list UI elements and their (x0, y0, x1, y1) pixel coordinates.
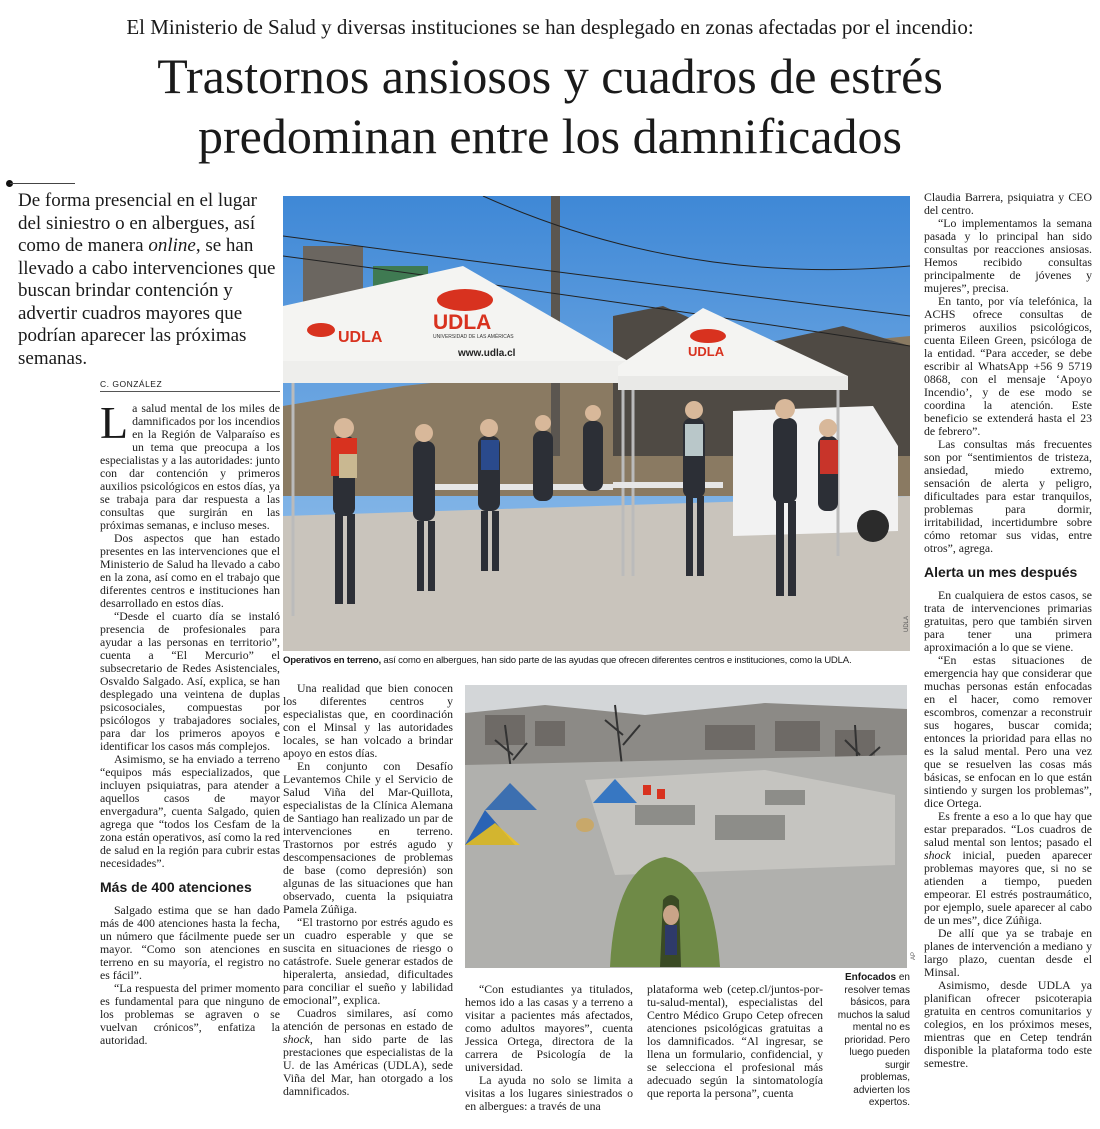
col5-paragraph-3: Las consultas más frecuentes son por “sentimientos de tristeza, ansiedad, miedo extremo, sensación de alerta y peligro, dificultades para estar tranquilos, problemas para dormir, irritabilidad, incertidumbre sobre cómo retomar sus vidas, entre otros”, agrega. (924, 437, 1092, 555)
col4-paragraph-1: plataforma web (cetep.cl/juntos-por-tu-salud-mental), especialistas del Centro Médico Grupo Cetep ofrecen atenciones psicológicas gratuitas a los damnificados. “Al ingresar, se llena un formulario, confidencial, y se selecciona el profesional más adecuado según la sintomatología que reporta la persona”, cuenta (647, 982, 823, 1100)
column-2 (283, 682, 453, 1098)
col5-paragraph-1: “Lo implementamos la semana pasada y lo principal han sido consultas por reacciones ansiosas. Hemos recibido consultas principalmente de jóvenes y mujeres”, precisa. (924, 216, 1092, 295)
col1-paragraph-5: Salgado estima que se han dado más de 400 atenciones hasta la fecha, un número que fácilmente puede ser mayor. “Como son atenciones en terreno en su mayoría, el registro no es fácil”. (100, 903, 280, 982)
photo2-credit: AP (911, 951, 917, 960)
headline-line-1: Trastornos ansiosos y cuadros de estrés (157, 48, 943, 104)
column-3 (465, 983, 633, 1113)
kicker: El Ministerio de Salud y diversas instituciones se han desplegado en zonas afectadas por el incendio: (126, 15, 974, 39)
col1-paragraph-1: La salud mental de los miles de damnificados por los incendios en la Región de Valparaíso es un tema que preocupa a los especialistas y a las autoridades: junto con dar contención y primeros auxilios psicológicos en estos días, ya se trabaja para dar respuesta a las consultas que surgirán en las próximas semanas, e incluso meses. (100, 397, 280, 532)
col5-paragraph-2: En tanto, por vía telefónica, la ACHS ofrece consultas de primeros auxilios psicológicos, cuenta Eileen Green, psicóloga de la entidad. “Para acceder, se debe escribir al WhatsApp +56 9 5719 0868, con el mensaje ‘Apoyo Incendio’, y de ese modo se coordina la atención. Este beneficio se extenderá hasta el 23 de febrero”. (924, 294, 1092, 438)
column-1 (100, 397, 280, 1047)
col2-paragraph-1: Una realidad que bien conocen los diferentes centros y especialistas que, en coordinación con el Minsal y las autoridades locales, se han volcado a brindar apoyo en estos días. (283, 681, 453, 760)
photo1-caption: Operativos en terreno, así como en albergues, han sido parte de las ayudas que ofrecen diferentes centros e instituciones, como la UDLA. (283, 655, 852, 666)
col5-paragraph-5: “En estas situaciones de emergencia hay que considerar que muchas personas están enfocadas en el hacer, como remover escombros, comenzar a reconstruir sus hogares, buscar comida; entonces la prioridad para ellas no es la salud mental. Pero una vez que se resuelven las cosas más básicas, se enfocan en lo que están sintiendo y surgen los problemas”, dice Ortega. (924, 653, 1092, 810)
byline-rule (100, 391, 280, 392)
column-5 (924, 191, 1092, 1070)
col2-paragraph-4: Cuadros similares, así como atención de personas en estado de shock, han sido parte de las prestaciones que especialistas de la U. de las Américas (UDLA), sede Viña del Mar, han otorgado a los damnificados. (283, 1006, 453, 1098)
subhead-atenciones: Más de 400 atenciones (100, 879, 252, 895)
col3-paragraph-1: “Con estudiantes ya titulados, hemos ido a las casas y a terreno a visitar a pacientes más afectados, como adultos mayores”, cuenta Jessica Ortega, directora de la carrera de Psicología de la universidad. (465, 982, 633, 1074)
headline-line-2: predominan entre los damnificados (198, 108, 902, 164)
col3-paragraph-2: La ayuda no solo se limita a visitas a los lugares siniestrados o en albergues: a través de una (465, 1073, 633, 1113)
col5-paragraph-6: Es frente a eso a lo que hay que estar preparados. “Los cuadros de salud mental son lentos; pasado el shock inicial, pueden aparecer problemas mayores que, si no se atienden a tiempo, pueden empeorar. El estrés postraumático, por ejemplo, suele aparecer al cabo de un mes”, dice Zúñiga. (924, 809, 1092, 927)
tent-url-text: www.udla.cl (458, 348, 516, 359)
subhead-alerta: Alerta un mes después (924, 564, 1078, 580)
col1-paragraph-4: Asimismo, se ha enviado a terreno “equipos más especializados, que incluyen psiquiatras, para atender a aquellos casos de mayor envergadura”, cuenta Salgado, quien agrega que “todos los Cesfam de la zona están operativos, así como la red de salud en la región para cubrir estas necesidades”. (100, 752, 280, 870)
lead-paragraph: De forma presencial en el lugar del siniestro o en albergues, así como de manera online, se han llevado a cabo intervenciones que buscan brindar contención y advertir cuadros mayores que podrían aparecer las próximas semanas. (18, 190, 276, 369)
col1-paragraph-3: “Desde el cuarto día se instaló presencia de profesionales para ayudar a las personas en territorio”, cuenta a “El Mercurio” el subsecretario de Redes Asistenciales, Osvaldo Salgado. Así, explica, se han desplegado una veintena de duplas psicosociales, compuestas por psicólogos y trabajadores sociales, para dar los primeros apoyos e identificar los casos más complejos. (100, 609, 280, 753)
col2-paragraph-2: En conjunto con Desafío Levantemos Chile y el Servicio de Salud Viña del Mar-Quillota, especialistas de la Clínica Alemana de Santiago han realizado un par de intervenciones en terreno. Trastornos por estrés agudo y descompensaciones de problemas de base (como depresión) son algunas de las situaciones que han observado, cuenta la psiquiatra Pamela Zúñiga. (283, 759, 453, 916)
tent-brand-text: UDLA (433, 311, 492, 334)
lead-italic-online: online (148, 235, 196, 256)
tent-left-brand: UDLA (338, 329, 383, 346)
photo1-credit: UDLA (904, 615, 910, 632)
drop-cap: L (100, 397, 129, 448)
byline: C. GONZÁLEZ (100, 379, 163, 389)
column-4 (647, 983, 823, 1100)
col2-paragraph-3: “El trastorno por estrés agudo es un cuadro esperable y que se suscita en situaciones de riesgo o catástrofe. Suele generar estados de hiperalerta, ansiedad, dificultades para conciliar el sueño y labilidad emocional”, explica. (283, 915, 453, 1007)
col1-paragraph-6: “La respuesta del primer momento es fundamental para que ninguno de los problemas se agraven o se vuelvan crónicos”, enfatiza la autoridad. (100, 981, 280, 1047)
tent2-brand-text: UDLA (688, 344, 725, 359)
photo-burned-area-illustration (465, 685, 907, 968)
headline (40, 46, 1060, 166)
col5-paragraph-8: Asimismo, desde UDLA ya planifican ofrecer psicoterapia gratuita en centros comunitarios y colegios, en los próximos meses, mientras que en Cetep tendrán disponible la plataforma todo este semestre. (924, 978, 1092, 1070)
lead-rule (10, 183, 75, 184)
tent-sub-text: UNIVERSIDAD DE LAS AMÉRICAS (433, 334, 514, 340)
col1-paragraph-2: Dos aspectos que han estado presentes en las intervenciones que el Ministerio de Salud ha llevado a cabo en la zona, así como en el trabajo que diferentes centros e instituciones han desarrollado en estos días. (100, 531, 280, 610)
col5-paragraph-4: En cualquiera de estos casos, se trata de intervenciones primarias gratuitas, pero que también sirven para tener una primera aproximación a lo que se viene. (924, 588, 1092, 654)
photo-burned-area (465, 685, 907, 968)
photo-udla-tents (283, 196, 910, 651)
photo2-caption: Enfocados en resolver temas básicos, para muchos la salud mental no es prioridad. Pero luego pueden surgir problemas, advierten los expertos. (837, 972, 910, 1108)
col5-paragraph-7: De allí que ya se trabaje en planes de intervención a mediano y largo plazo, cuentan desde el Minsal. (924, 926, 1092, 979)
photo-udla-tents-illustration (283, 196, 910, 651)
col5-paragraph-0: Claudia Barrera, psiquiatra y CEO del centro. (924, 190, 1092, 217)
